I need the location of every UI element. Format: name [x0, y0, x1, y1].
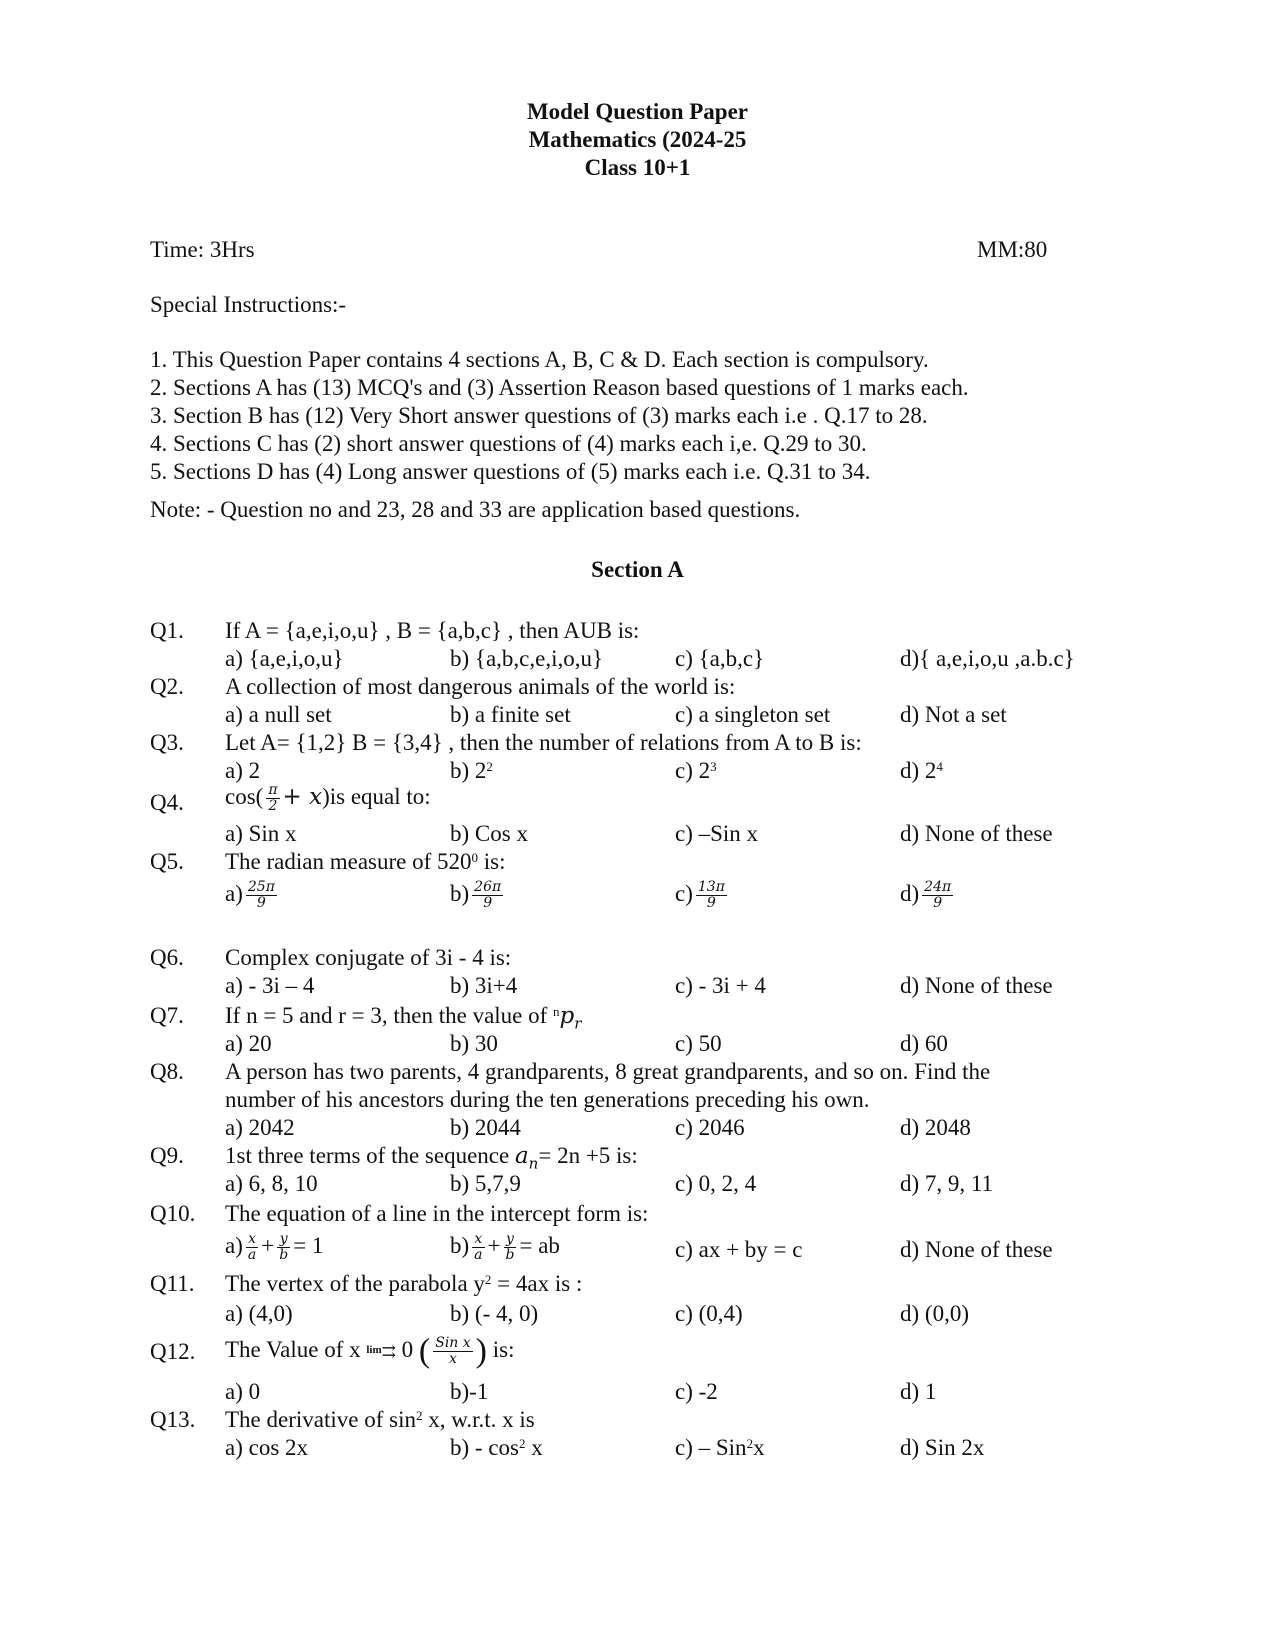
option-a: a) - 3i – 4 [225, 973, 315, 998]
question-text: 1st three terms of the sequence $a_n= 2n +5$ is: [225, 1143, 638, 1173]
option-b: b) $2^2$ [450, 758, 493, 783]
option-a: a) $\frac{25\pi}{9}$ [225, 879, 275, 912]
option-b: $b) - \cos^2 x$ [450, 1435, 543, 1460]
question-text: number of his ancestors during the ten generations preceding his own. [225, 1087, 870, 1112]
option-c: c) (0,4) [675, 1301, 743, 1326]
arrow-icon: ⇉ [381, 1342, 396, 1361]
option-d: d) Not a set [900, 702, 1007, 727]
question-text: Complex conjugate of 3i - 4 is: [225, 945, 512, 970]
option-d: d) 2048 [900, 1115, 971, 1140]
option-b: b) 2044 [450, 1115, 521, 1140]
instructions-heading: Special Instructions:- [150, 292, 347, 317]
option-d: d) $2^4$ [900, 758, 943, 783]
question-text: The Value of x $^{lim}$⇉ 0 ( $\frac{\text{Sin x}}{x}$ ) is: [225, 1332, 515, 1370]
option-c: c) ax + by = c [675, 1237, 803, 1262]
question-text: The derivative of $\sin^2 x$, w.r.t. x is [225, 1407, 535, 1432]
option-d: d){ a,e,i,o,u ,a.b.c} [900, 646, 1075, 671]
option-a: a) 20 [225, 1031, 272, 1056]
question-text: Let A= {1,2} B = {3,4} , then the number of relations from A to B is: [225, 730, 862, 755]
option-c: c) {a,b,c} [675, 646, 765, 671]
question-text: A collection of most dangerous animals of the world is: [225, 674, 736, 699]
question-text: If n = 5 and r = 3, then the value of $^np_r$ [225, 1003, 582, 1033]
question-text: If A = {a,e,i,o,u} , B = {a,b,c} , then AUB is: [225, 618, 640, 643]
lim-label: lim [366, 1344, 382, 1356]
instructions-note: Note: - Question no and 23, 28 and 33 are application based questions. [150, 497, 801, 522]
option-c: c) – Sin$^2$x [675, 1435, 765, 1460]
option-d: d) None of these [900, 821, 1053, 846]
fraction: $\frac{\pi}{2}$ [268, 782, 278, 815]
option-d: d) 1 [900, 1379, 937, 1404]
option-c: c) $2^3$ [675, 758, 717, 783]
option-c: c) - 3i + 4 [675, 973, 766, 998]
option-c: c) a singleton set [675, 702, 831, 727]
option-a: a) a null set [225, 702, 332, 727]
question-number: Q13. [150, 1407, 196, 1432]
section-a-heading: Section A [591, 557, 684, 582]
option-a: a) (4,0) [225, 1301, 293, 1326]
option-a: a) 2042 [225, 1115, 295, 1140]
question-text: A person has two parents, 4 grandparents, 8 great grandparents, and so on. Find the [225, 1059, 991, 1084]
option-d: d) $\frac{24\pi}{9}$ [900, 879, 952, 912]
option-d: d) Sin 2x [900, 1435, 985, 1460]
max-marks-label: MM:80 [977, 237, 1048, 262]
option-d: d) 60 [900, 1031, 948, 1056]
option-c: c) –Sin x [675, 821, 759, 846]
exponent: 4 [936, 759, 943, 774]
question-number: Q11. [150, 1271, 195, 1296]
option-c: c) 2046 [675, 1115, 745, 1140]
instruction-item: 5. Sections D has (4) Long answer questions of (5) marks each i.e. Q.31 to 34. [150, 459, 871, 484]
option-b: b) 30 [450, 1031, 498, 1056]
time-label: Time: 3Hrs [150, 237, 255, 262]
option-a: a) $\frac{x}{a}$ + $\frac{y}{b}$ = 1 [225, 1231, 324, 1264]
option-b: b)-1 [450, 1379, 489, 1404]
question-text: cos( $\frac{\pi}{2}$ + x)is equal to: [225, 782, 431, 815]
option-d: d) None of these [900, 973, 1053, 998]
instruction-item: 4. Sections C has (2) short answer questions of (4) marks each i,e. Q.29 to 30. [150, 431, 867, 456]
exponent: 3 [710, 759, 717, 774]
option-b: b) $\frac{26\pi}{9}$ [450, 879, 502, 912]
option-a: a) 2 [225, 758, 261, 783]
option-b: b) a finite set [450, 702, 571, 727]
question-text: The equation of a line in the intercept form is: [225, 1201, 649, 1226]
instruction-item: 3. Section B has (12) Very Short answer questions of (3) marks each i.e . Q.17 to 28. [150, 403, 928, 428]
option-a: a) 0 [225, 1379, 261, 1404]
option-d: d) 7, 9, 11 [900, 1171, 994, 1196]
option-a: a) 6, 8, 10 [225, 1171, 318, 1196]
instruction-item: 2. Sections A has (13) MCQ's and (3) Assertion Reason based questions of 1 marks each. [150, 375, 969, 400]
question-number: Q4. [150, 790, 184, 815]
option-b: b) (- 4, 0) [450, 1301, 539, 1326]
question-text: The radian measure of $520^0$ is: [225, 849, 506, 874]
option-b: b) 3i+4 [450, 973, 518, 998]
question-text: The vertex of the parabola $y^2 = 4ax$ is : [225, 1271, 583, 1296]
exponent: 2 [486, 759, 493, 774]
option-b: b) {a,b,c,e,i,o,u} [450, 646, 604, 671]
option-d: d) None of these [900, 1237, 1053, 1262]
option-c: c) 0, 2, 4 [675, 1171, 757, 1196]
question-number: Q8. [150, 1059, 184, 1084]
question-number: Q12. [150, 1339, 196, 1364]
option-b: b) $\frac{x}{a}$ + $\frac{y}{b}$ = ab [450, 1231, 560, 1264]
question-number: Q7. [150, 1003, 184, 1028]
question-number: Q6. [150, 945, 184, 970]
paper-class: Class 10+1 [584, 155, 691, 180]
option-a: a) cos 2x [225, 1435, 309, 1460]
instruction-item: 1. This Question Paper contains 4 sections A, B, C & D. Each section is compulsory. [150, 347, 929, 372]
option-c: c) -2 [675, 1379, 718, 1404]
option-d: d) (0,0) [900, 1301, 969, 1326]
paper-title: Model Question Paper [526, 99, 749, 124]
question-number: Q2. [150, 674, 184, 699]
option-c: c) $\frac{13\pi}{9}$ [675, 879, 725, 912]
question-number: Q10. [150, 1201, 196, 1226]
paper-subject: Mathematics (2024-25 [528, 127, 747, 152]
option-a: a) {a,e,i,o,u} [225, 646, 344, 671]
option-c: c) 50 [675, 1031, 722, 1056]
question-number: Q9. [150, 1143, 184, 1168]
option-a: a) Sin x [225, 821, 297, 846]
question-number: Q3. [150, 730, 184, 755]
option-b: b) 5,7,9 [450, 1171, 521, 1196]
option-b: b) Cos x [450, 821, 528, 846]
question-number: Q1. [150, 618, 184, 643]
question-number: Q5. [150, 849, 184, 874]
